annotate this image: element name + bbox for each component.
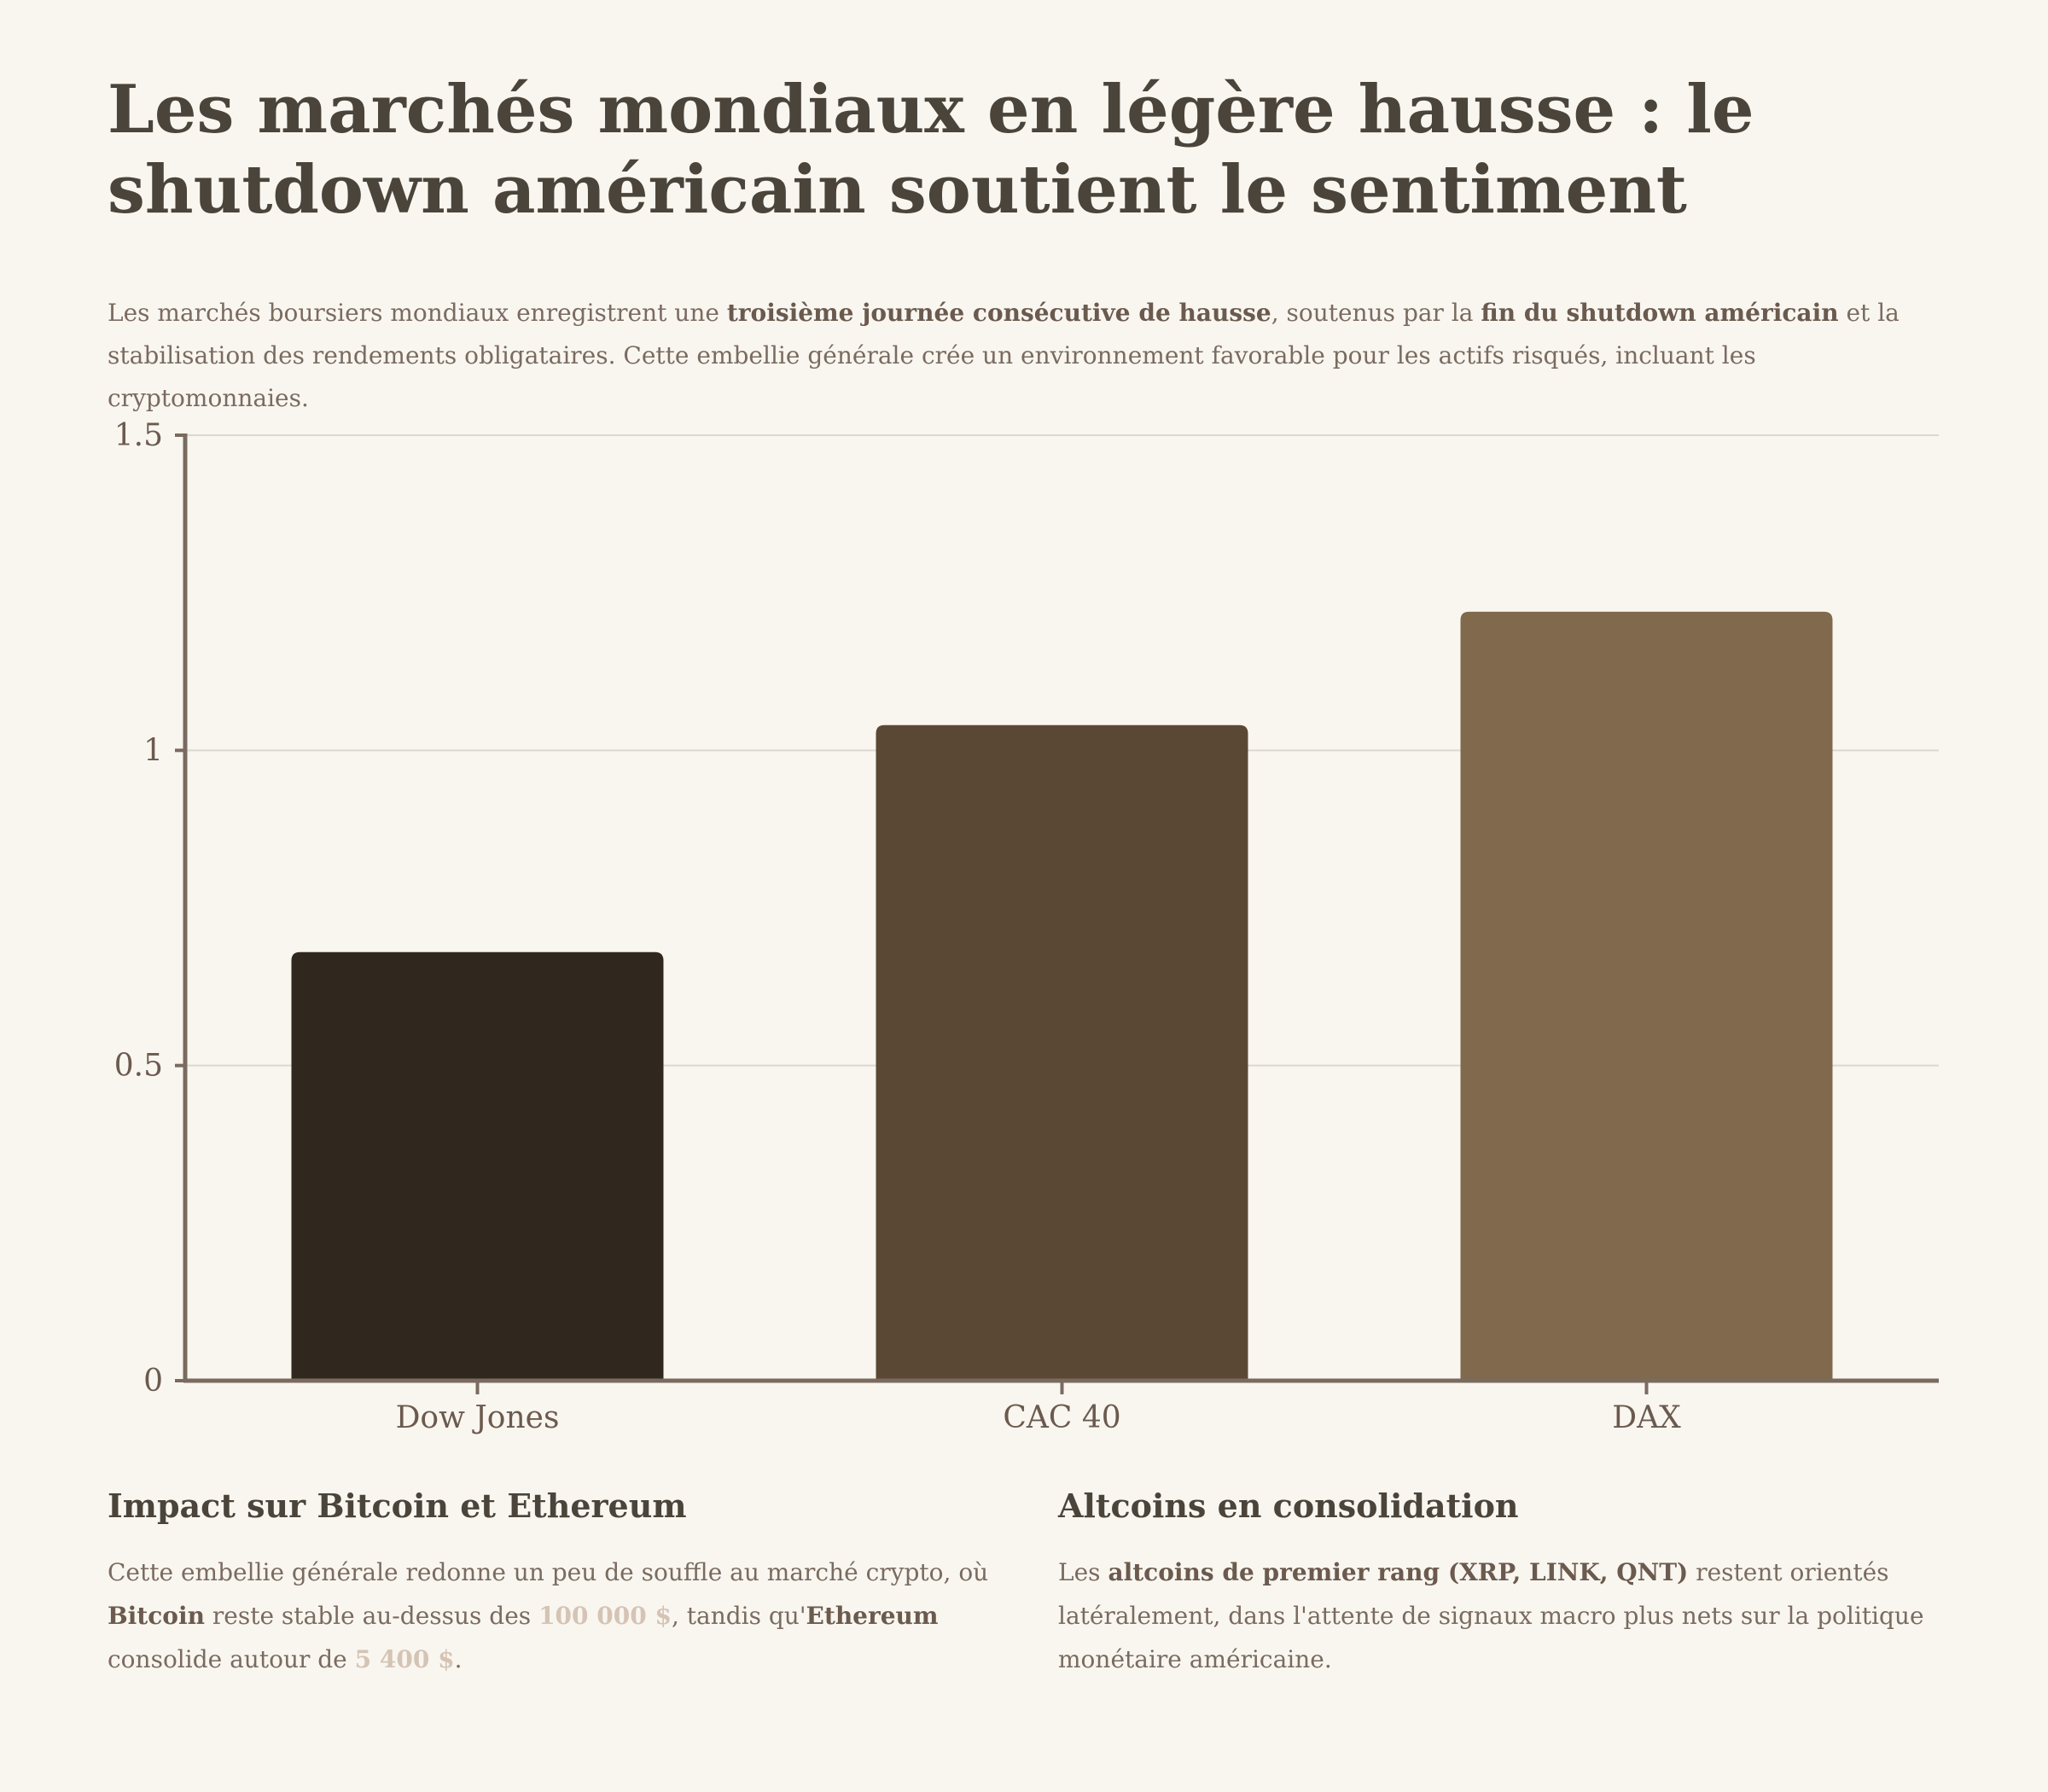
section-title-bitcoin: Impact sur Bitcoin et Ethereum	[108, 1487, 687, 1525]
bar-dax	[1461, 612, 1833, 1381]
section-bitcoin-ethereum	[108, 1487, 995, 1681]
intro-highlight-1: troisième journée consécutive de hausse	[726, 299, 1271, 327]
right-text-1: Les	[1058, 1558, 1108, 1586]
y-tick-label: 0	[143, 1364, 163, 1399]
bitcoin-label: Bitcoin	[108, 1602, 205, 1630]
right-text-2: restent orientés latéralement, dans l'attente de signaux macro plus nets sur la politique monétaire américaine.	[1058, 1558, 1924, 1673]
intro-paragraph	[108, 292, 1951, 420]
bar-cac-40	[876, 725, 1248, 1381]
page-title: Les marchés mondiaux en légère hausse : le shutdown américain soutient le sentiment	[108, 71, 1754, 229]
section-altcoins	[1058, 1487, 1946, 1681]
section-body-altcoins	[1058, 1551, 1946, 1681]
ethereum-label: Ethereum	[806, 1602, 939, 1630]
bars	[292, 612, 1833, 1381]
section-body-bitcoin	[108, 1551, 995, 1681]
intro-text-2: , soutenus par la	[1271, 299, 1481, 327]
left-text-2: reste stable au-dessus des	[204, 1602, 539, 1630]
bar-chart	[0, 410, 2048, 1451]
intro-highlight-2: fin du shutdown américain	[1481, 299, 1839, 327]
altcoins-label: altcoins de premier rang (XRP, LINK, QNT)	[1108, 1558, 1689, 1586]
y-tick-label: 1.5	[113, 418, 163, 453]
x-tick-label: Dow Jones	[395, 1400, 560, 1435]
bitcoin-price: 100 000 $	[538, 1602, 672, 1630]
y-tick-label: 0.5	[113, 1048, 163, 1084]
left-text-1: Cette embellie générale redonne un peu de souffle au marché crypto, où	[108, 1558, 989, 1586]
x-tick-label: DAX	[1612, 1400, 1681, 1435]
intro-text-1: Les marchés boursiers mondiaux enregistrent une	[108, 299, 727, 327]
x-tick-label: CAC 40	[1003, 1400, 1121, 1435]
bar-dow-jones	[292, 952, 664, 1381]
left-text-5: .	[454, 1645, 463, 1673]
section-title-altcoins: Altcoins en consolidation	[1058, 1487, 1519, 1525]
y-tick-labels	[114, 418, 163, 1399]
x-tick-labels	[396, 1400, 1682, 1435]
y-tick-label: 1	[143, 733, 163, 769]
ethereum-price: 5 400 $	[354, 1645, 455, 1673]
left-text-3: , tandis qu'	[671, 1602, 806, 1630]
intro-text-3: et la stabilisation des rendements obligataires. Cette embellie générale crée un environnement favorable pour les actifs risqués, incluant les cryptomonnaies.	[108, 299, 1900, 412]
left-text-4: consolide autour de	[108, 1645, 355, 1673]
